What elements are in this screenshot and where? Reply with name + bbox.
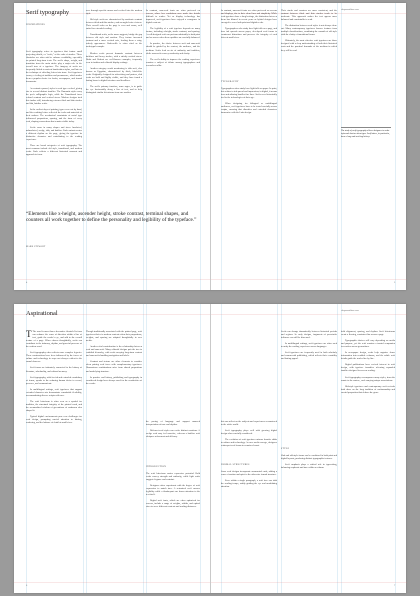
paragraph: Typographers often study how light falls on paper. In print, this relates to ink spread and impression; in digital, it means how anti-aliasing handles fine lines. Serifs were historically tied to the technologies of their age. [221,87,277,100]
folio: 5 [394,281,396,284]
paragraph: the pacing of language and support nuanced interpretation of tone and rhythm. [146,420,200,427]
paragraph-text: The word is more than a decorative flourish. Its form can enhance the sense of direction within a line of text, guide the reader's eye, and add to the overall texture of a page. When chosen thoughtfully, serifs can contribute to the intimacy, rhythm, and graceful presence of the written word. [26,330,82,349]
paragraph: Different serif styles can evoke distinct emotions. A wedge serif may feel assertive, whereas a hairline serif whispers refinement and delicacy. [146,429,200,439]
text-column-2b [281,444,337,580]
paragraph: Serif typefaces are frequently used in both scholarly and commercial publishing, which reflects their versatility and lasting appeal. [281,351,337,361]
paragraph: Old style serifs are characterized by moderate contrast between thick and thin strokes, and an angled axis of stress. Their overall color on the page is even and warm, well suited for extended reading. [86,18,142,31]
running-head: shapeandtime.com [341,8,359,11]
paragraph: Digital publications have revived interest in serif design, with typeface foundries releasing expanded families designed for screen reading. [341,363,395,373]
paragraph [26,330,82,348]
paragraph: over through specific means and evolved into the modern style. [86,9,142,16]
paragraph: Designers often experiment with the degree of serif expression to match tone. A restrained serif ensures legibility while a flamboyant one draws attention to the text itself. [146,484,200,497]
paragraph: Typical digital environments pose new challenges for serif design, prompting careful attention to hinting, rendering, and the balance of detail at small sizes. [26,415,82,425]
paragraph: In multilingual settings, serif typefaces are often used to unify the reading experience across languages. [281,342,337,349]
paragraph: The distinction between serif styles is not always clear-cut. Many contemporary typefaces borrow features from multiple classifications, combining the warmth of old style with the clarity of transitional forms. [281,24,337,37]
running-head: shapeandtime.com [341,309,359,312]
paragraph: In newspaper design, serifs help organize dense information into readable columns, and the subtle serif details guide the reader line by line. [341,351,395,361]
page-title: Serif typography [26,9,70,16]
paragraph: Slab and old-style forms can be combined in both print and digital layouts, producing distinct typographic textures. [281,454,337,461]
paragraph: Serif typography refers to typefaces that feature small projecting details, or "serifs," at the ends of strokes. These flourishes are often said to enhance readability, especially on printed long-form texts. The serif's shape, weight, and transition from the main stroke play a major role in the overall tone of a typeface. The imagery of serifs are frequently linked to ancient handwritten stylus, and later to the technique of chiseling letters into stone. Serif typefaces convey a feeling of tradition and permanence, which makes them a popular choice for books, newspapers, and formal documents. [26,50,82,84]
paragraph: In practice, the choice between serif and sans-serif should be guided by the content, the audience, and the medium. Serifs lend an air of authority and tradition, while sans-serifs convey modernity and clarity. [146,42,200,55]
paragraph: As centuries passed, styles in serif type evolved, giving rise to several distinct families. The Humanist styles carry the pen's calligraphic logic, while the Transitional faces refined contrast and vertical stress. Modern designs took this further still, introducing extreme thick and thin strokes and flat, hairline serifs. [26,86,82,105]
text-column-3b [146,462,200,580]
spread-top [14,3,406,290]
sidenote: The study of serif typography allows designers to make informed choices about type. Serif letters, in particular, have a long and evolving history. [341,127,391,139]
text-column-1b [221,460,277,510]
paragraph: In practice and history, publishing and typography in considered design have always cared for the sensitivities of the reader. [86,375,142,385]
subhead: STYLE [281,448,290,450]
text-column-2 [86,330,142,580]
text-column-1b [221,77,277,167]
paragraph: Though traditionally associated with the printed page, serif typefaces thrive in modern contexts when their proportions, weights, and spacing are adapted thoughtfully to new media. [86,330,142,343]
paragraph: Transitional serifs, as the name suggests, bridge the gap between old style and modern. They feature increased contrast and a more vertical axis, lending them a crisp, orderly appearance. Baskerville is often cited as the archetypal example. [86,33,142,49]
paragraph: Serif typography, with its rich and extended vocabulary of forms, speaks to the enduring human desire to record, preserve, and communicate. [26,375,82,385]
paragraph: The serif letterform is often seen as a symbol for tradition, the structural integrity of the printed word, and the accumulated wisdom of generations of craftsmen who shaped it. [26,399,82,412]
paragraph: hold alignment, spacing, and rhythm. Serif letterforms create a flowing, consistent line across a page. [341,330,395,337]
paragraph: Even within a single paragraph, a serif face can shift the reading tempo, subtly guiding the eye and modulating attention. [221,479,277,489]
subhead: FORMAL STRUCTURES [221,464,250,466]
paragraph: Serifs come in many shapes and sizes: bracketed, unbracketed, wedge, slab, and hairline. Each variant creates a different rhythm on the page, giving the typeface its distinctive character and contributing to the reading experience. [26,126,82,142]
folio: 4 [26,281,28,284]
paragraph: Some serif designs incorporate ornamental curls, adding a sense of motion and quiet to the otherwise formal structure. [221,470,277,477]
paragraph: this can reflect on the subjects and experiences encountered in the wider world. [221,420,277,427]
paragraph: In contrast, sans-serif fonts are often preferred on screens and displays, due to their clean lines and simplicity. While serif typefaces have a long heritage, the distinction between them has blurred in recent years as hybrid designs have emerged to serve both print and digital needs. [221,9,277,25]
paragraph: The serif's primary function, some argue, is to guide the eye horizontally along a line of text, and to help distinguish similar letterforms from one another. [86,84,142,95]
paragraph: Serif typography often reflects more complex legacies. These constructions have been influenced by the forces of culture and technology in ways not always evident to the casual observer. [26,351,82,364]
paragraph: When designing for bilingual or multilingual audiences, serif typefaces have to be tested carefully across scripts, ensuring that diacritics and extended characters harmonize with the Latin design. [221,102,277,115]
paragraph: There are broad categories of serif typography. The most common include old style, transitional, and modern serifs. Each reflects a different historical moment and approach to form. [26,144,82,157]
page-title: Aspirational [26,310,58,317]
paragraph: Serif emphasis plays a critical role in typesetting, balancing emphasis and tone within a column. [281,463,337,470]
text-column-3 [146,9,200,202]
section-label: FOUNDATIONS [26,23,45,26]
text-column-3 [146,420,200,456]
paragraph: In contrast, sans-serif fonts are often preferred on screens, where low resolutions once made fine details difficult to render. Yet as display technology has improved, serif typefaces have enjoyed a resurgence in digital contexts. [146,9,200,25]
paragraph: Modern serifs present dramatic contrast between hairlines and heavy strokes, with a strictly vertical stress. Didot and Bodoni are well-known examples, frequently seen in fashion and editorial display settings. [86,51,142,64]
paragraph: Typographic choices will vary depending on media and purpose, yet the serif remains a trusted companion for readers across generations. [341,339,395,349]
text-column-1 [221,9,277,75]
pull-quote-attribution: MARK STEWART [26,246,46,248]
page-7 [211,304,407,593]
folio: 6 [26,584,28,587]
paragraph: In the earliest days of printing, types were cut by hand, and the resulting letters reflected the tools and materials of their makers. The mechanical constraints of metal type influenced proportions, spacing, and the form of every serif, shaping conventions that remain visible today. [26,107,82,123]
paragraph: Their stroke and counters are more consistent, and the contrast between thick and thin strokes tends to be moderate. This approach makes the text appear more balanced and comfortable to read. [281,9,337,22]
paragraph: Serif typography encompasses many styles, from the ornate to the austere, each carrying unique associations. [341,375,395,382]
paragraph: The legibility of a serif typeface depends on many factors, including x-height, stroke contrast, and spacing. A well-designed serif can perform admirably in both print and on screen when these qualities are carefully balanced. [146,27,200,40]
subhead: TYPOGRAPHY [221,81,239,83]
paragraph: Another category worth mentioning is slab serif, also known as Egyptian, characterized by thick, block-like serifs. Originally designed for advertising and posters, slab serifs are bold and highly visible, and they have found a lasting home in digital interfaces and headlines. [86,66,142,82]
paragraph: Digital serif fonts, which are often optimized for screens, include a range of weights, widths, and optical sizes to serve different contexts and reading distances. [146,499,200,509]
folio: 7 [394,584,396,587]
paragraph: The serif's ability to improve the reading experience remains a subject of debate among typographers and researchers alike. [146,57,200,67]
drop-cap: T [26,330,32,339]
text-column-1 [221,420,277,456]
paragraph: Contrast and texture are other elements to consider when pairing serif faces with complementary typefaces. Harmonious combinations arise from shared proportions and underlying structure. [86,360,142,373]
text-column-1 [26,330,82,580]
paragraph: Typographers who study how light falls on a page, and how ink spreads across paper, developed serif forms to counteract distortions and preserve the integrity of each letter at small sizes. [221,27,277,40]
page-5 [211,3,407,290]
page-4 [14,3,210,290]
paragraph: In multilingual settings, serif typefaces that support extended character sets demonstrate remarkable flexibility, accommodating diverse scripts with care. [26,387,82,397]
text-column-2 [281,330,337,440]
paragraph: Serif forms are intimately connected to the history of literature, scholarship, and cultural memory. [26,366,82,373]
paragraph: Another vital consideration is the relationship between serif and sans-serif. Many editorial designs pair the two to establish hierarchy, with serifs carrying long-form content and sans-serifs handling navigation and labels. [86,345,142,358]
page-6 [14,304,210,593]
text-column-1 [26,50,82,202]
paragraph: Old-style typefaces and contemporary serif revivals both draw on the long tradition of craftsmanship and careful proportion that defines the genre. [341,384,395,394]
subhead: INTRODUCTION [146,466,167,468]
pull-quote: “Elements like x-height, ascender height, stroke contrast, terminal shapes, and counters all work together to define the personality and legibility of the typeface.” [26,211,197,224]
paragraph: Serifs can change dramatically between historical periods and regions. In early designs, fragments of pen-stroke influence can still be discerned. [281,330,337,340]
paragraph: The evolution of serif typefaces mirrors broader shifts in culture and technology. As new media emerge, designers reinterpret serif forms to remain relevant. [221,438,277,448]
paragraph: Ultimately, the most effective serif typefaces are those designed with a deep understanding of both their historical roots and the practical demands of the medium in which they will be read. [281,39,337,52]
text-column-2 [86,9,142,202]
paragraph: The serif letterform carries expressive potential. Bold serifs convey strength and authority, while light serifs suggest elegance and restraint. [146,472,200,482]
text-column-2 [281,9,337,89]
spread-bottom [14,304,406,593]
text-column-3 [341,330,395,580]
paragraph: Serif typography plays well with growing digital design when carefully considered. [221,429,277,436]
